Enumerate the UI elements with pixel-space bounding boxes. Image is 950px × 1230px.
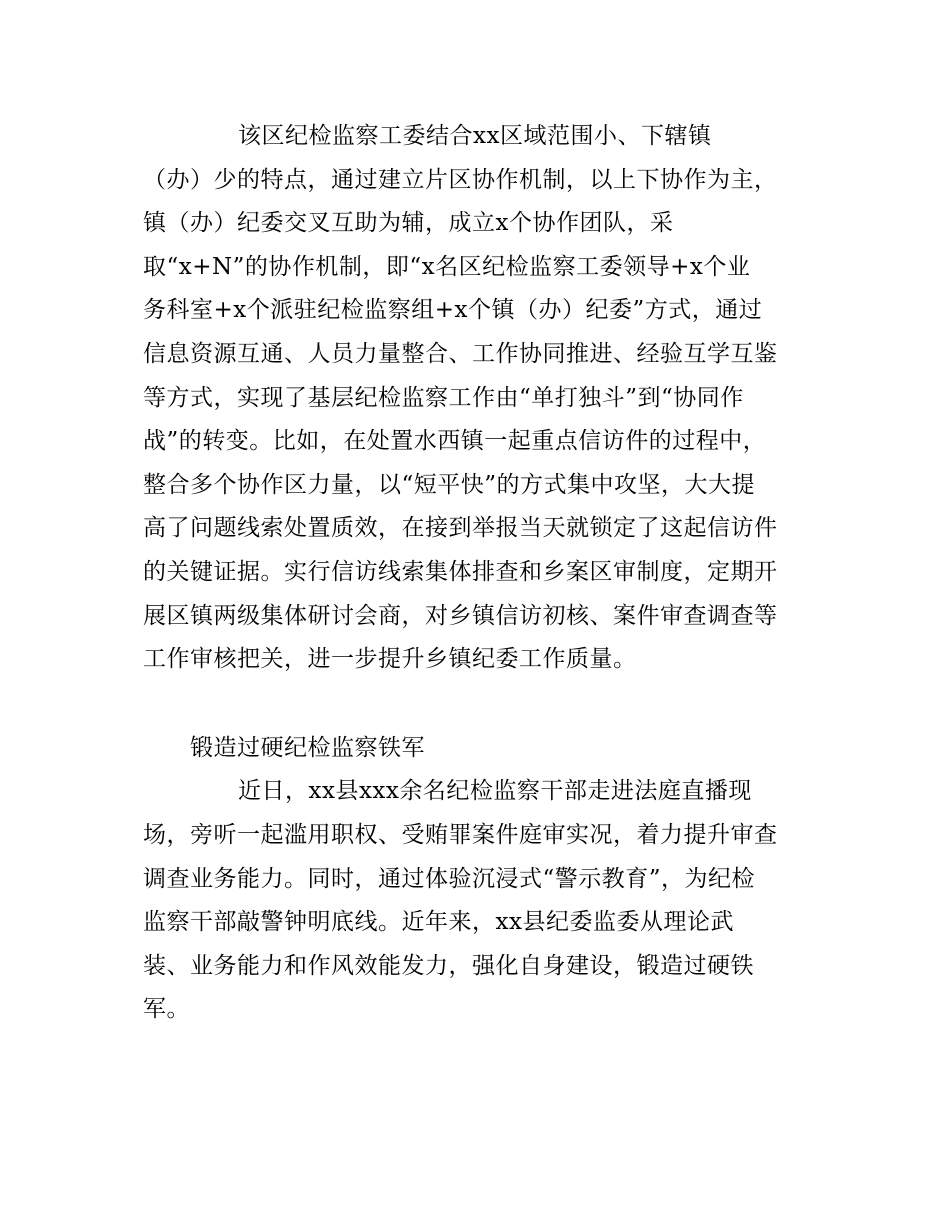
paragraph-line: 军。 (143, 996, 190, 1023)
paragraph-line: 战”的转变。比如，在处置水西镇一起重点信访件的过程中， (143, 428, 767, 455)
paragraph-line: 工作审核把关，进一步提升乡镇纪委工作质量。 (143, 646, 637, 673)
paragraph-line: 场，旁听一起滥用职权、受贿罪案件庭审实况，着力提升审查 (143, 821, 778, 848)
paragraph-discipline (143, 770, 813, 1032)
paragraph-line: 调查业务能力。同时，通过体验沉浸式“警示教育”，为纪检 (143, 865, 756, 892)
paragraph-line: 监察干部敲警钟明底线。近年来，xx县纪委监委从理论武 (143, 909, 734, 936)
document-body (143, 115, 813, 1032)
paragraph-line: 取“x+N”的协作机制，即“x名区纪检监察工委领导+x个业 (143, 253, 751, 280)
paragraph-line: 近日，xx县xxx余名纪检监察干部走进法庭直播现 (238, 778, 752, 805)
section-heading: 锻造过硬纪检监察铁军 (190, 734, 425, 761)
paragraph-line: 高了问题线索处置质效，在接到举报当天就锁定了这起信访件 (143, 515, 778, 542)
paragraph-line: 该区纪检监察工委结合xx区域范围小、下辖镇 (238, 123, 712, 149)
paragraph-line: 展区镇两级集体研讨会商，对乡镇信访初核、案件审查调查等 (143, 602, 778, 629)
paragraph-spacer (143, 682, 813, 727)
paragraph-line: 务科室+x个派驻纪检监察组+x个镇（办）纪委”方式，通过 (143, 297, 763, 324)
paragraph-line: 的关键证据。实行信访线索集体排查和乡案区审制度，定期开 (143, 558, 778, 585)
paragraph-line: 信息资源互通、人员力量整合、工作协同推进、经验互学互鉴 (143, 340, 778, 367)
paragraph-line: 镇（办）纪委交叉互助为辅，成立x个协作团队，采 (143, 210, 674, 237)
paragraph-line: 整合多个协作区力量，以“短平快”的方式集中攻坚，大大提 (143, 471, 756, 498)
paragraph-line: （办）少的特点，通过建立片区协作机制，以上下协作为主， (143, 166, 778, 193)
paragraph-collaboration (143, 115, 813, 682)
paragraph-line: 装、业务能力和作风效能发力，强化自身建设，锻造过硬铁 (143, 952, 754, 979)
paragraph-line: 等方式，实现了基层纪检监察工作由“单打独斗”到“协同作 (143, 384, 744, 411)
